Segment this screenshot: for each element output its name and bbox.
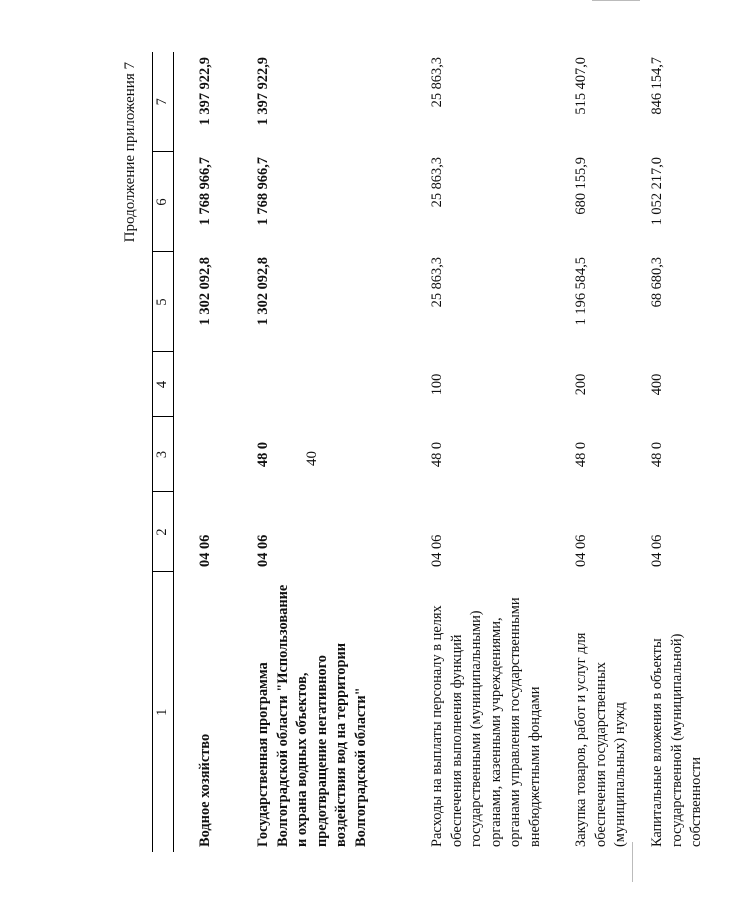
section-code: 04 06 xyxy=(255,534,271,567)
amount-year-3: 1 397 922,9 xyxy=(197,57,213,126)
expense-type-code xyxy=(252,352,426,417)
amount-year-2: 1 052 217,0 xyxy=(649,157,665,226)
section-code: 04 06 xyxy=(573,534,589,567)
program-code xyxy=(174,417,253,492)
column-header: 7 xyxy=(153,52,174,152)
page-number: 40 xyxy=(304,451,320,466)
amount-year-1: 25 863,3 xyxy=(429,257,445,308)
table-row xyxy=(426,52,570,852)
amount-year-3: 1 397 922,9 xyxy=(255,57,271,126)
amount-year-1: 68 680,3 xyxy=(649,257,665,308)
column-header: 2 xyxy=(153,492,174,572)
budget-table xyxy=(152,52,730,852)
amount-year-3: 25 863,3 xyxy=(429,57,445,108)
expense-type-code: 400 xyxy=(649,373,665,396)
rotated-content xyxy=(115,52,704,852)
row-label: Расходы на выплаты персоналу в целях обеспечения выполнения функций государственными (муниципальными) органами, казенными учреждениями, органами управления государственными внебюджетными фондами xyxy=(429,597,543,847)
row-label: Капитальные вложения в объекты государственной (муниципальной) собственности xyxy=(649,633,704,847)
table-row xyxy=(570,52,646,852)
table-row xyxy=(174,52,253,852)
section-code: 04 06 xyxy=(429,534,445,567)
column-header: 1 xyxy=(153,572,174,852)
amount-year-1: 1 196 584,5 xyxy=(573,257,589,326)
column-header: 4 xyxy=(153,352,174,417)
program-code: 48 0 xyxy=(429,441,445,468)
amount-year-2: 1 768 966,7 xyxy=(197,157,213,226)
expense-type-code: 200 xyxy=(573,373,589,396)
table-row xyxy=(646,52,730,852)
amount-year-1: 1 302 092,8 xyxy=(255,257,271,326)
row-label: Закупка товаров, работ и услуг для обеспечения государственных (муниципальных) нужд xyxy=(573,632,628,847)
amount-year-2: 1 768 966,7 xyxy=(255,157,271,226)
scan-edge-mark xyxy=(592,0,640,1)
row-label: Государственная программа Волгоградской области "Использование и охрана водных объектов, предотвращение негативного воздействия вод на территории Волгоградской области" xyxy=(255,584,369,847)
column-header: 3 xyxy=(153,417,174,492)
program-code: 48 0 xyxy=(573,441,589,468)
amount-year-2: 680 155,9 xyxy=(573,157,589,215)
expense-type-code xyxy=(174,352,253,417)
section-code: 04 06 xyxy=(649,534,665,567)
column-header: 6 xyxy=(153,152,174,252)
table-header-row xyxy=(153,52,174,852)
column-header: 5 xyxy=(153,252,174,352)
appendix-title: Продолжение приложения 7 xyxy=(122,62,138,243)
table-row xyxy=(252,52,426,852)
amount-year-3: 846 154,7 xyxy=(649,57,665,115)
program-code: 48 0 xyxy=(649,441,665,468)
amount-year-2: 25 863,3 xyxy=(429,157,445,208)
amount-year-3: 515 407,0 xyxy=(573,57,589,115)
amount-year-1: 1 302 092,8 xyxy=(197,257,213,326)
expense-type-code: 100 xyxy=(429,373,445,396)
row-label: Водное хозяйство xyxy=(197,733,213,847)
section-code: 04 06 xyxy=(197,534,213,567)
program-code: 48 0 xyxy=(255,441,271,468)
